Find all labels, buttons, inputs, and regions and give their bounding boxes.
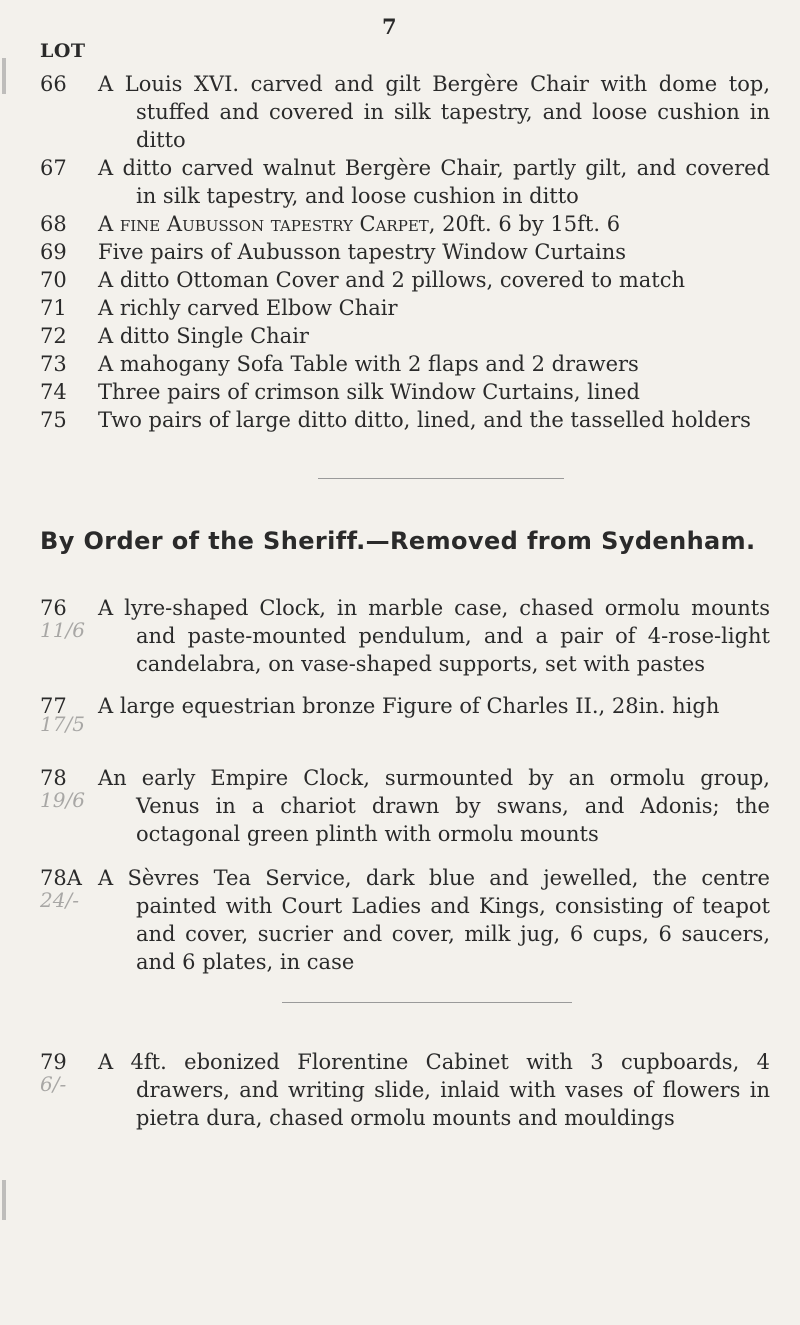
lot-entry (40, 154, 770, 210)
page-number: 7 (382, 14, 397, 39)
lot-number: 70 (40, 268, 67, 292)
lot-description: A Louis XVI. carved and gilt Bergère Chair with dome top, stuffed and covered in silk tapestry, and loose cushion in ditto (98, 72, 770, 152)
lot-description: A richly carved Elbow Chair (98, 296, 398, 320)
lot-entry (40, 378, 770, 406)
lot-number: 78 (40, 766, 67, 790)
page-edge-mark (2, 58, 6, 94)
lot-number: 79 (40, 1050, 67, 1074)
lot-description: A ditto carved walnut Bergère Chair, partly gilt, and covered in silk tapestry, and loose cushion in ditto (98, 156, 770, 208)
section-heading: By Order of the Sheriff.—Removed from Sydenham. (40, 527, 756, 555)
lot-number: 77 (40, 694, 67, 718)
lot-entry (40, 764, 770, 848)
lot-number: 67 (40, 156, 67, 180)
lot-description: Two pairs of large ditto ditto, lined, and the tasselled holders (98, 408, 751, 432)
lot-entry (40, 692, 770, 720)
handwritten-margin-note: 17/5 (40, 712, 85, 736)
lot-entry (40, 70, 770, 154)
lot-description: A large equestrian bronze Figure of Charles II., 28in. high (98, 694, 720, 718)
lot-description: A ditto Ottoman Cover and 2 pillows, covered to match (98, 268, 686, 292)
lot-number: 76 (40, 596, 67, 620)
handwritten-margin-note: 19/6 (40, 788, 85, 812)
section-divider (282, 1002, 572, 1003)
lot-entry (40, 322, 770, 350)
lot-description: A lyre-shaped Clock, in marble case, chased ormolu mounts and paste-mounted pendulum, and a pair of 4-rose-light candelabra, on vase-shaped supports, set with pastes (98, 596, 770, 676)
lot-column-header: LOT (40, 40, 86, 62)
lot-number: 78A (40, 866, 82, 890)
lot-entry (40, 350, 770, 378)
lot-number: 71 (40, 296, 67, 320)
handwritten-margin-note: 11/6 (40, 618, 85, 642)
lot-number: 68 (40, 212, 67, 236)
lot-entry (40, 594, 770, 678)
lot-description: A 4ft. ebonized Florentine Cabinet with 3 cupboards, 4 drawers, and writing slide, inlaid with vases of flowers in pietra dura, chased ormolu mounts and mouldings (98, 1050, 770, 1130)
lot-description: A fine Aubusson tapestry Carpet, 20ft. 6 by 15ft. 6 (98, 212, 621, 236)
lot-entry (40, 864, 770, 976)
lot-description: A Sèvres Tea Service, dark blue and jewelled, the centre painted with Court Ladies and Kings, consisting of teapot and cover, sucrier and cover, milk jug, 6 cups, 6 saucers, and 6 plates, in case (98, 866, 770, 974)
lot-number: 73 (40, 352, 67, 376)
lot-number: 75 (40, 408, 67, 432)
lot-description: A ditto Single Chair (98, 324, 309, 348)
lot-number: 66 (40, 72, 67, 96)
lot-description: A mahogany Sofa Table with 2 flaps and 2 drawers (98, 352, 639, 376)
lot-entry (40, 406, 770, 434)
handwritten-margin-note: 6/- (40, 1072, 67, 1096)
lot-description: Three pairs of crimson silk Window Curtains, lined (98, 380, 641, 404)
lot-entry (40, 294, 770, 322)
lot-description: An early Empire Clock, surmounted by an ormolu group, Venus in a chariot drawn by swans, and Adonis; the octagonal green plinth with ormolu mounts (98, 766, 770, 846)
lot-number: 74 (40, 380, 67, 404)
lot-description: Five pairs of Aubusson tapestry Window Curtains (98, 240, 626, 264)
lot-number: 72 (40, 324, 67, 348)
lot-entry (40, 266, 770, 294)
lot-entry (40, 210, 770, 238)
handwritten-margin-note: 24/- (40, 888, 79, 912)
page-edge-mark (2, 1180, 6, 1220)
lot-entry (40, 1048, 770, 1132)
lot-number: 69 (40, 240, 67, 264)
section-divider (318, 478, 564, 479)
lot-entry (40, 238, 770, 266)
